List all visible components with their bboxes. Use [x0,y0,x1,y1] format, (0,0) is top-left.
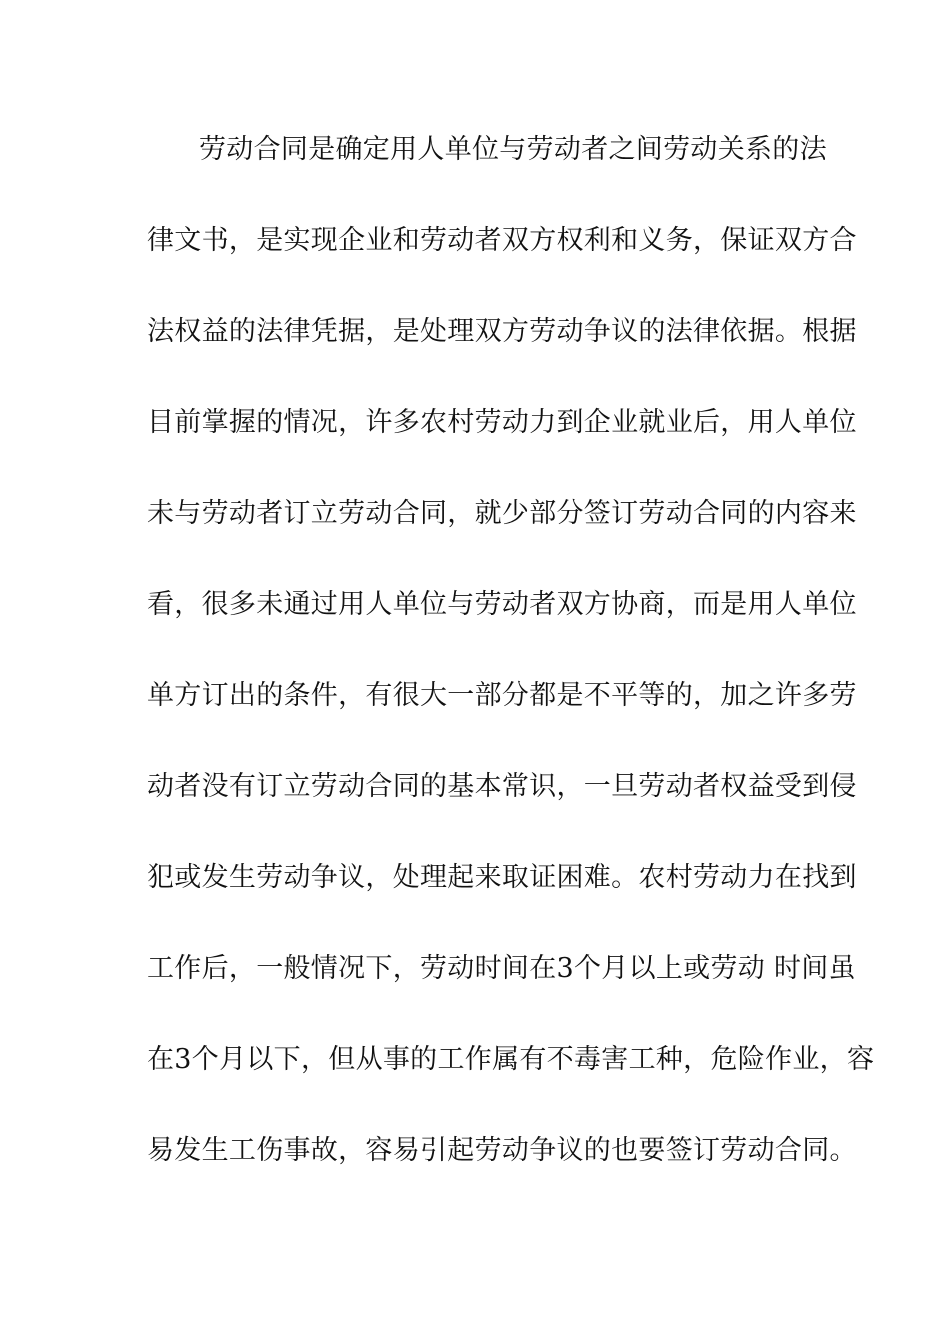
paragraph-line-9: 犯或发生劳动争议，处理起来取证困难。农村劳动力在找到 [147,862,857,893]
paragraph-line-2: 律文书，是实现企业和劳动者双方权利和义务，保证双方合 [147,225,857,256]
paragraph-line-8: 动者没有订立劳动合同的基本常识，一旦劳动者权益受到侵 [147,771,857,802]
paragraph [147,128,875,1220]
paragraph-line-5: 未与劳动者订立劳动合同，就少部分签订劳动合同的内容来 [147,498,857,529]
paragraph-line-4: 目前掌握的情况，许多农村劳动力到企业就业后，用人单位 [147,407,857,438]
paragraph-line-1: 劳动合同是确定用人单位与劳动者之间劳动关系的法 [199,134,827,165]
paragraph-line-3: 法权益的法律凭据，是处理双方劳动争议的法律依据。根据 [147,316,857,347]
paragraph-line-6: 看，很多未通过用人单位与劳动者双方协商，而是用人单位 [147,589,857,620]
paragraph-line-7: 单方订出的条件，有很大一部分都是不平等的，加之许多劳 [147,680,857,711]
paragraph-line-10: 工作后，一般情况下，劳动时间在3个月以上或劳动 时间虽 [147,953,856,984]
paragraph-line-12: 易发生工伤事故，容易引起劳动争议的也要签订劳动合同。 [147,1135,857,1166]
paragraph-line-11: 在3个月以下，但从事的工作属有不毒害工种，危险作业，容 [147,1044,875,1075]
